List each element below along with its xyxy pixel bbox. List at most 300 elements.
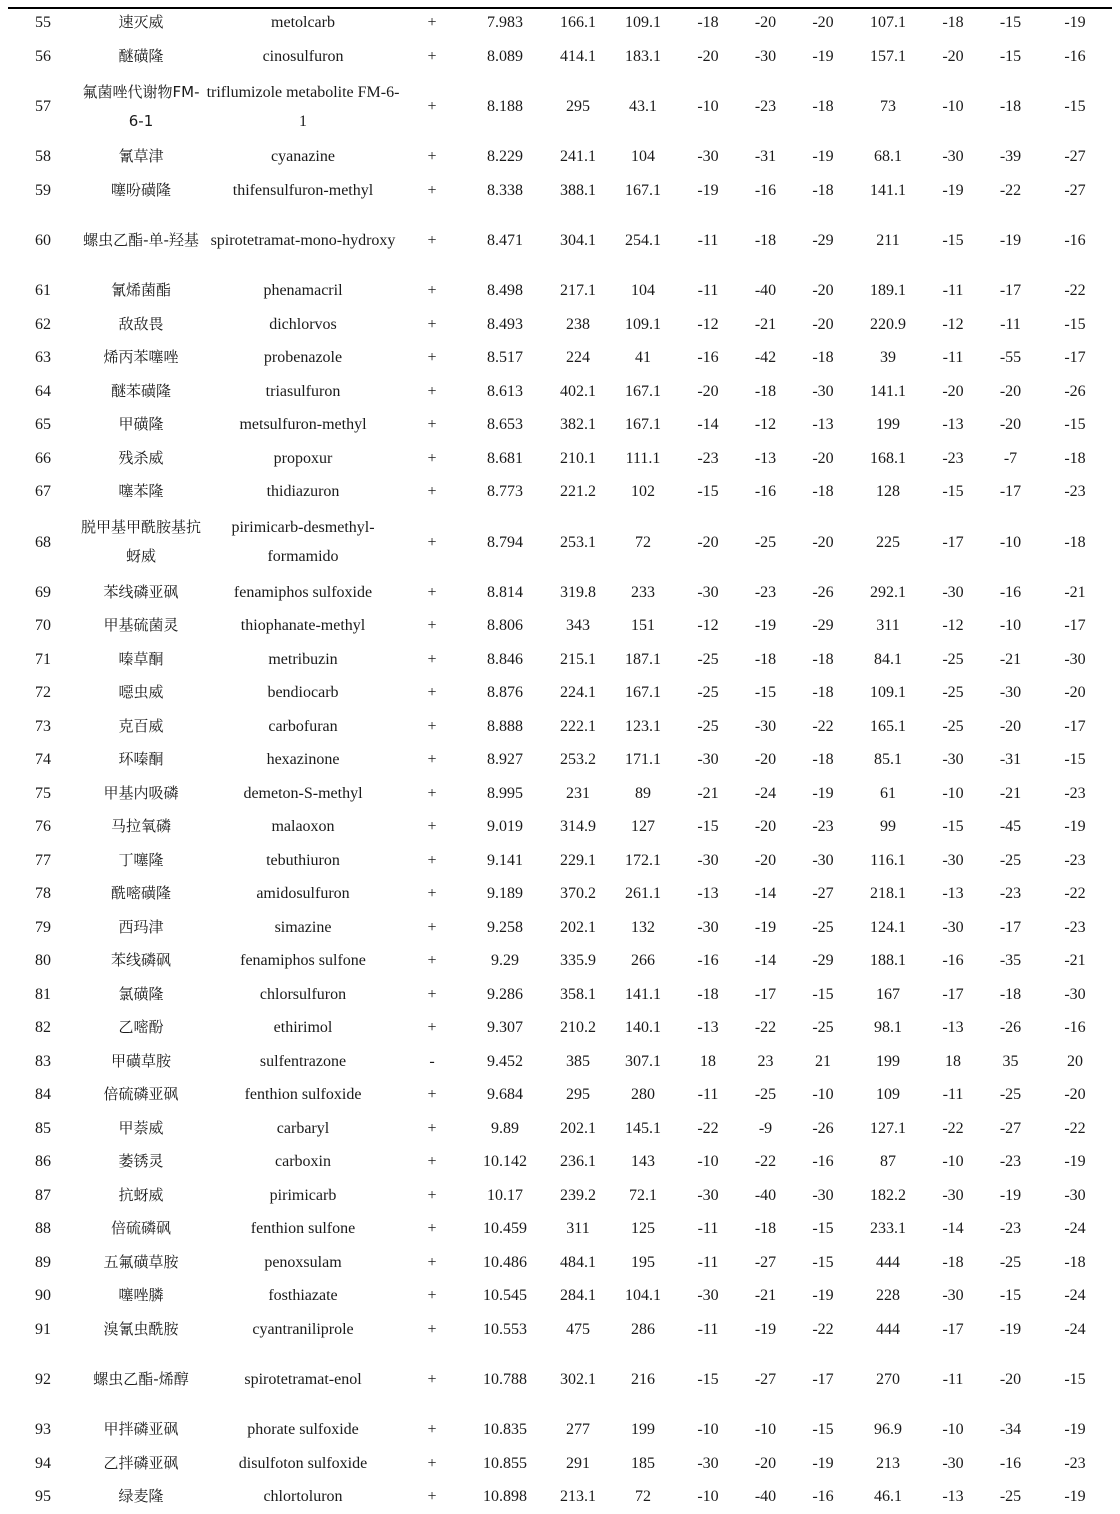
cell-value-4: -30 (942, 148, 964, 166)
cell-ion-mode: + (427, 1019, 437, 1037)
cell-value-2: -15 (754, 684, 777, 702)
cell-value-5: -34 (999, 1421, 1022, 1439)
cell-value-6: -23 (1064, 483, 1086, 501)
cell-value-1: -20 (697, 47, 719, 65)
table-row (8, 1480, 1112, 1514)
cell-english-name: ethirimol (273, 1019, 333, 1037)
cell-chinese-name: 苯线磷亚砜 (103, 582, 179, 601)
cell-row-number: 64 (35, 382, 51, 400)
cell-value-5: -20 (999, 416, 1022, 434)
table-row (8, 1279, 1112, 1313)
cell-value-5: -55 (999, 349, 1022, 367)
cell-precursor-ion: 241.1 (560, 148, 596, 166)
cell-ion-mode: + (427, 449, 437, 467)
cell-row-number: 55 (35, 14, 51, 32)
cell-product-ion-1: 167.1 (625, 416, 661, 434)
cell-value-1: -11 (697, 282, 719, 300)
cell-value-1: -19 (697, 181, 719, 199)
cell-value-1: -11 (697, 1253, 719, 1271)
cell-value-4: -15 (942, 818, 964, 836)
cell-precursor-ion: 291 (566, 1454, 590, 1472)
cell-precursor-ion: 370.2 (560, 885, 596, 903)
cell-chinese-name: 甲基内吸磷 (103, 783, 179, 802)
cell-value-2: -20 (754, 818, 777, 836)
cell-product-ion-1: 127 (631, 818, 655, 836)
cell-value-6: -18 (1064, 449, 1086, 467)
table-row (8, 1011, 1112, 1045)
cell-value-6: -30 (1064, 1186, 1086, 1204)
cell-retention-time: 10.486 (483, 1253, 527, 1271)
cell-row-number: 92 (35, 1371, 51, 1388)
cell-retention-time: 10.855 (483, 1454, 527, 1472)
cell-value-5: -25 (999, 1253, 1022, 1271)
cell-value-3: -18 (812, 181, 834, 199)
cell-row-number: 65 (35, 416, 51, 434)
cell-value-2: -18 (754, 382, 777, 400)
cell-precursor-ion: 414.1 (560, 47, 596, 65)
cell-value-1: -30 (697, 1454, 719, 1472)
cell-product-ion-1: 141.1 (625, 985, 661, 1003)
cell-precursor-ion: 385 (566, 1052, 590, 1070)
cell-value-5: -20 (999, 717, 1022, 735)
cell-retention-time: 8.653 (487, 416, 523, 434)
cell-product-ion-2: 157.1 (870, 47, 906, 65)
cell-product-ion-2: 188.1 (870, 952, 906, 970)
cell-product-ion-2: 311 (876, 617, 900, 635)
cell-precursor-ion: 284.1 (560, 1287, 596, 1305)
cell-english-name: metsulfuron-methyl (239, 416, 367, 434)
cell-row-number: 85 (35, 1119, 51, 1137)
cell-retention-time: 8.338 (487, 181, 523, 199)
cell-value-6: -27 (1064, 181, 1086, 199)
cell-value-1: -25 (697, 650, 719, 668)
cell-value-5: -15 (999, 1287, 1022, 1305)
cell-product-ion-2: 141.1 (870, 181, 906, 199)
cell-english-name: dichlorvos (269, 315, 337, 333)
cell-value-6: -24 (1064, 1320, 1086, 1338)
cell-retention-time: 9.141 (487, 851, 523, 869)
cell-value-6: -16 (1064, 47, 1086, 65)
cell-retention-time: 10.545 (483, 1287, 527, 1305)
table-row (8, 6, 1112, 40)
table-row (8, 308, 1112, 342)
cell-value-3: -20 (812, 282, 834, 300)
cell-product-ion-2: 199 (876, 1052, 900, 1070)
cell-value-6: -21 (1064, 952, 1086, 970)
cell-row-number: 62 (35, 315, 51, 333)
cell-row-number: 84 (35, 1086, 51, 1104)
cell-english-name: fenthion sulfoxide (244, 1086, 362, 1104)
cell-ion-mode: + (427, 684, 437, 702)
cell-value-2: -16 (754, 181, 777, 199)
cell-row-number: 82 (35, 1019, 51, 1037)
cell-value-3: -22 (812, 717, 834, 735)
cell-english-name: bendiocarb (267, 684, 339, 702)
cell-product-ion-1: 72.1 (629, 1186, 657, 1204)
cell-chinese-name: 螺虫乙酯-烯醇 (93, 1370, 189, 1388)
cell-value-6: -18 (1064, 533, 1086, 551)
cell-value-1: -15 (697, 1371, 719, 1388)
cell-value-4: -10 (942, 1153, 964, 1171)
cell-value-5: -10 (999, 617, 1022, 635)
table-row (8, 140, 1112, 174)
cell-product-ion-1: 216 (631, 1371, 655, 1388)
cell-product-ion-1: 307.1 (625, 1052, 661, 1070)
cell-ion-mode: + (427, 382, 437, 400)
table-row (8, 1346, 1112, 1413)
cell-retention-time: 8.498 (487, 282, 523, 300)
cell-precursor-ion: 224 (566, 349, 590, 367)
cell-row-number: 93 (35, 1421, 51, 1439)
cell-english-name: chlortoluron (263, 1488, 343, 1506)
cell-retention-time: 8.493 (487, 315, 523, 333)
cell-ion-mode: + (427, 47, 437, 65)
table-row (8, 944, 1112, 978)
cell-value-3: -29 (812, 952, 834, 970)
cell-value-3: -29 (812, 617, 834, 635)
cell-value-5: -30 (999, 684, 1022, 702)
cell-value-4: -14 (942, 1220, 964, 1238)
cell-ion-mode: + (427, 952, 437, 970)
cell-retention-time: 9.286 (487, 985, 523, 1003)
cell-product-ion-2: 167 (876, 985, 900, 1003)
cell-value-5: -20 (999, 1371, 1022, 1388)
cell-english-name: cinosulfuron (262, 47, 344, 65)
cell-retention-time: 8.995 (487, 784, 523, 802)
cell-value-1: -20 (697, 382, 719, 400)
cell-ion-mode: + (427, 1287, 437, 1305)
cell-ion-mode: - (429, 1052, 435, 1070)
cell-value-6: -15 (1064, 315, 1086, 333)
table-row (8, 475, 1112, 509)
cell-row-number: 77 (35, 851, 51, 869)
cell-product-ion-2: 68.1 (874, 148, 902, 166)
cell-row-number: 83 (35, 1052, 51, 1070)
table-row (8, 844, 1112, 878)
cell-product-ion-1: 280 (631, 1086, 655, 1104)
cell-row-number: 58 (35, 148, 51, 166)
cell-value-6: -20 (1064, 684, 1086, 702)
cell-product-ion-2: 292.1 (870, 583, 906, 601)
cell-value-4: -16 (942, 952, 964, 970)
cell-retention-time: 8.846 (487, 650, 523, 668)
cell-value-3: -10 (812, 1086, 834, 1104)
cell-ion-mode: + (427, 98, 437, 115)
cell-value-4: -30 (942, 851, 964, 869)
cell-value-1: 18 (700, 1052, 716, 1070)
cell-precursor-ion: 304.1 (560, 232, 596, 249)
cell-product-ion-1: 195 (631, 1253, 655, 1271)
cell-english-name: thiophanate-methyl (240, 617, 366, 635)
cell-chinese-name: 嗪草酮 (118, 649, 164, 668)
table-row (8, 1179, 1112, 1213)
cell-chinese-name: 甲萘威 (118, 1118, 164, 1137)
cell-value-4: -30 (942, 918, 964, 936)
cell-value-6: -22 (1064, 885, 1086, 903)
cell-product-ion-2: 61 (880, 784, 896, 802)
cell-value-4: -11 (942, 349, 964, 367)
cell-value-6: -30 (1064, 985, 1086, 1003)
cell-value-1: -30 (697, 583, 719, 601)
cell-retention-time: 7.983 (487, 14, 523, 32)
cell-english-name: pirimicarb-desmethyl-formamido (231, 519, 375, 565)
cell-precursor-ion: 475 (566, 1320, 590, 1338)
cell-value-3: -30 (812, 851, 834, 869)
cell-value-5: -17 (999, 282, 1022, 300)
cell-value-2: -19 (754, 918, 777, 936)
cell-product-ion-1: 111.1 (625, 449, 661, 467)
table-row (8, 375, 1112, 409)
cell-value-4: -10 (942, 1421, 964, 1439)
cell-row-number: 59 (35, 181, 51, 199)
cell-retention-time: 10.835 (483, 1421, 527, 1439)
cell-chinese-name: 丁噻隆 (118, 850, 164, 869)
cell-product-ion-1: 151 (631, 617, 655, 635)
cell-retention-time: 8.613 (487, 382, 523, 400)
cell-value-5: -19 (999, 232, 1022, 249)
cell-chinese-name: 绿麦隆 (118, 1487, 164, 1506)
cell-retention-time: 8.794 (487, 533, 523, 551)
cell-value-5: -19 (999, 1320, 1022, 1338)
cell-english-name: metolcarb (271, 14, 335, 32)
cell-product-ion-2: 189.1 (870, 282, 906, 300)
table-row (8, 743, 1112, 777)
cell-product-ion-1: 167.1 (625, 382, 661, 400)
cell-value-5: -18 (999, 98, 1022, 115)
cell-value-3: -19 (812, 47, 834, 65)
cell-value-6: -16 (1064, 1019, 1086, 1037)
cell-value-4: -12 (942, 315, 964, 333)
cell-chinese-name: 速灭威 (118, 13, 164, 32)
cell-value-4: -20 (942, 47, 964, 65)
cell-product-ion-1: 233 (631, 583, 655, 601)
cell-value-6: -19 (1064, 818, 1086, 836)
cell-value-4: -11 (942, 282, 964, 300)
cell-product-ion-1: 109.1 (625, 14, 661, 32)
cell-value-1: -10 (697, 1488, 719, 1506)
cell-product-ion-2: 109 (876, 1086, 900, 1104)
table-row (8, 408, 1112, 442)
cell-precursor-ion: 236.1 (560, 1153, 596, 1171)
cell-value-2: -21 (754, 1287, 777, 1305)
cell-value-2: -40 (754, 1186, 777, 1204)
cell-value-4: -17 (942, 985, 964, 1003)
cell-value-5: -10 (999, 533, 1022, 551)
cell-chinese-name: 倍硫磷亚砜 (103, 1085, 179, 1104)
cell-english-name: fenamiphos sulfoxide (233, 583, 373, 601)
cell-value-1: -20 (697, 533, 719, 551)
cell-chinese-name: 甲基硫菌灵 (103, 616, 179, 635)
table-row (8, 174, 1112, 208)
cell-retention-time: 8.888 (487, 717, 523, 735)
table-row (8, 274, 1112, 308)
cell-value-4: -22 (942, 1119, 964, 1137)
cell-value-2: -25 (754, 1086, 777, 1104)
cell-value-1: -30 (697, 751, 719, 769)
cell-chinese-name: 五氟磺草胺 (103, 1252, 179, 1271)
cell-ion-mode: + (427, 416, 437, 434)
cell-retention-time: 8.089 (487, 47, 523, 65)
cell-product-ion-1: 104.1 (625, 1287, 661, 1305)
cell-value-4: -17 (942, 1320, 964, 1338)
cell-retention-time: 10.788 (483, 1371, 527, 1388)
cell-value-6: -15 (1064, 98, 1086, 115)
cell-value-1: -30 (697, 148, 719, 166)
cell-chinese-name: 萎锈灵 (118, 1152, 164, 1171)
cell-value-3: -15 (812, 985, 834, 1003)
cell-value-1: -11 (697, 1086, 719, 1104)
cell-value-3: -19 (812, 1454, 834, 1472)
cell-value-6: -23 (1064, 1454, 1086, 1472)
cell-value-2: -20 (754, 851, 777, 869)
cell-english-name: penoxsulam (264, 1253, 342, 1271)
cell-chinese-name: 马拉氧磷 (110, 817, 171, 836)
cell-value-1: -18 (697, 985, 719, 1003)
cell-value-3: -27 (812, 885, 834, 903)
cell-english-name: spirotetramat-enol (244, 1371, 362, 1388)
cell-english-name: fenthion sulfone (250, 1220, 356, 1238)
cell-precursor-ion: 253.2 (560, 751, 596, 769)
cell-row-number: 86 (35, 1153, 51, 1171)
cell-precursor-ion: 222.1 (560, 717, 596, 735)
cell-chinese-name: 甲磺隆 (118, 415, 164, 434)
cell-value-4: -30 (942, 1287, 964, 1305)
cell-value-3: -26 (812, 1119, 834, 1137)
table-row (8, 978, 1112, 1012)
cell-product-ion-2: 96.9 (874, 1421, 902, 1439)
table-row (8, 207, 1112, 274)
cell-value-1: -15 (697, 483, 719, 501)
cell-value-1: -12 (697, 617, 719, 635)
cell-product-ion-1: 43.1 (629, 98, 657, 115)
cell-product-ion-1: 172.1 (625, 851, 661, 869)
cell-chinese-name: 克百威 (118, 716, 164, 735)
cell-product-ion-1: 104 (631, 148, 655, 166)
cell-value-3: -18 (812, 98, 834, 115)
cell-row-number: 78 (35, 885, 51, 903)
cell-value-4: -13 (942, 1019, 964, 1037)
cell-value-5: -26 (999, 1019, 1022, 1037)
cell-retention-time: 8.229 (487, 148, 523, 166)
cell-row-number: 70 (35, 617, 51, 635)
cell-value-6: -21 (1064, 583, 1086, 601)
cell-row-number: 57 (35, 98, 51, 115)
cell-precursor-ion: 239.2 (560, 1186, 596, 1204)
cell-value-4: -18 (942, 14, 964, 32)
cell-value-6: -18 (1064, 1253, 1086, 1271)
cell-value-5: -15 (999, 47, 1022, 65)
cell-chinese-name: 乙拌磷亚砜 (103, 1453, 179, 1472)
cell-value-1: -18 (697, 14, 719, 32)
cell-value-2: -12 (754, 416, 777, 434)
cell-value-6: -17 (1064, 617, 1086, 635)
cell-ion-mode: + (427, 885, 437, 903)
cell-english-name: thifensulfuron-methyl (232, 181, 374, 199)
cell-value-4: -30 (942, 1454, 964, 1472)
cell-value-6: -19 (1064, 14, 1086, 32)
cell-english-name: sulfentrazone (259, 1052, 347, 1070)
cell-value-1: -16 (697, 952, 719, 970)
cell-retention-time: 8.814 (487, 583, 523, 601)
cell-english-name: hexazinone (266, 751, 340, 769)
cell-value-5: 35 (1002, 1052, 1019, 1070)
cell-product-ion-2: 39 (880, 349, 896, 367)
cell-value-3: -18 (812, 483, 834, 501)
cell-english-name: fenamiphos sulfone (240, 952, 366, 970)
cell-chinese-name: 氰烯菌酯 (110, 281, 171, 300)
cell-chinese-name: 抗蚜威 (118, 1185, 164, 1204)
cell-value-2: -27 (754, 1371, 777, 1388)
cell-english-name: amidosulfuron (256, 885, 350, 903)
cell-value-3: -18 (812, 684, 834, 702)
cell-english-name: phenamacril (263, 282, 343, 300)
cell-product-ion-2: 168.1 (870, 449, 906, 467)
cell-retention-time: 9.452 (487, 1052, 523, 1070)
cell-value-2: -31 (754, 148, 777, 166)
cell-value-2: -20 (754, 751, 777, 769)
cell-product-ion-2: 225 (876, 533, 900, 551)
cell-value-1: -11 (697, 232, 719, 249)
cell-retention-time: 8.876 (487, 684, 523, 702)
cell-precursor-ion: 484.1 (560, 1253, 596, 1271)
cell-value-2: 23 (757, 1052, 774, 1070)
cell-ion-mode: + (427, 751, 437, 769)
cell-ion-mode: + (427, 583, 437, 601)
cell-value-4: -15 (942, 232, 964, 249)
cell-product-ion-2: 220.9 (870, 315, 906, 333)
cell-value-5: -23 (999, 885, 1022, 903)
cell-value-6: -19 (1064, 1153, 1086, 1171)
cell-value-2: -22 (754, 1019, 777, 1037)
cell-value-5: -23 (999, 1153, 1022, 1171)
table-row (8, 1246, 1112, 1280)
cell-value-5: -23 (999, 1220, 1022, 1238)
cell-precursor-ion: 319.8 (560, 583, 596, 601)
cell-english-name: carboxin (275, 1153, 331, 1171)
cell-value-4: -25 (942, 717, 964, 735)
cell-value-3: 21 (815, 1052, 831, 1070)
cell-ion-mode: + (427, 1320, 437, 1338)
cell-value-3: -19 (812, 148, 834, 166)
cell-chinese-name: 敌敌畏 (118, 314, 164, 333)
cell-value-1: -21 (697, 784, 719, 802)
cell-ion-mode: + (427, 232, 437, 249)
cell-row-number: 73 (35, 717, 51, 735)
cell-value-4: 18 (945, 1052, 961, 1070)
cell-chinese-name: 噻苯隆 (118, 482, 164, 501)
cell-precursor-ion: 224.1 (560, 684, 596, 702)
cell-value-5: -31 (999, 751, 1022, 769)
table-row (8, 1313, 1112, 1347)
cell-precursor-ion: 311 (566, 1220, 590, 1238)
cell-english-name: propoxur (273, 449, 333, 467)
cell-value-5: -11 (1000, 315, 1021, 333)
cell-precursor-ion: 166.1 (560, 14, 596, 32)
cell-row-number: 76 (35, 818, 51, 836)
cell-english-name: carbofuran (268, 717, 338, 735)
cell-value-4: -25 (942, 684, 964, 702)
cell-row-number: 60 (35, 232, 51, 249)
cell-row-number: 74 (35, 751, 51, 769)
cell-value-6: -15 (1064, 751, 1086, 769)
cell-value-3: -15 (812, 1253, 834, 1271)
cell-value-2: -20 (754, 1454, 777, 1472)
cell-ion-mode: + (427, 181, 437, 199)
cell-english-name: metribuzin (268, 650, 338, 668)
cell-value-2: -20 (754, 14, 777, 32)
cell-value-6: -19 (1064, 1421, 1086, 1439)
cell-ion-mode: + (427, 784, 437, 802)
